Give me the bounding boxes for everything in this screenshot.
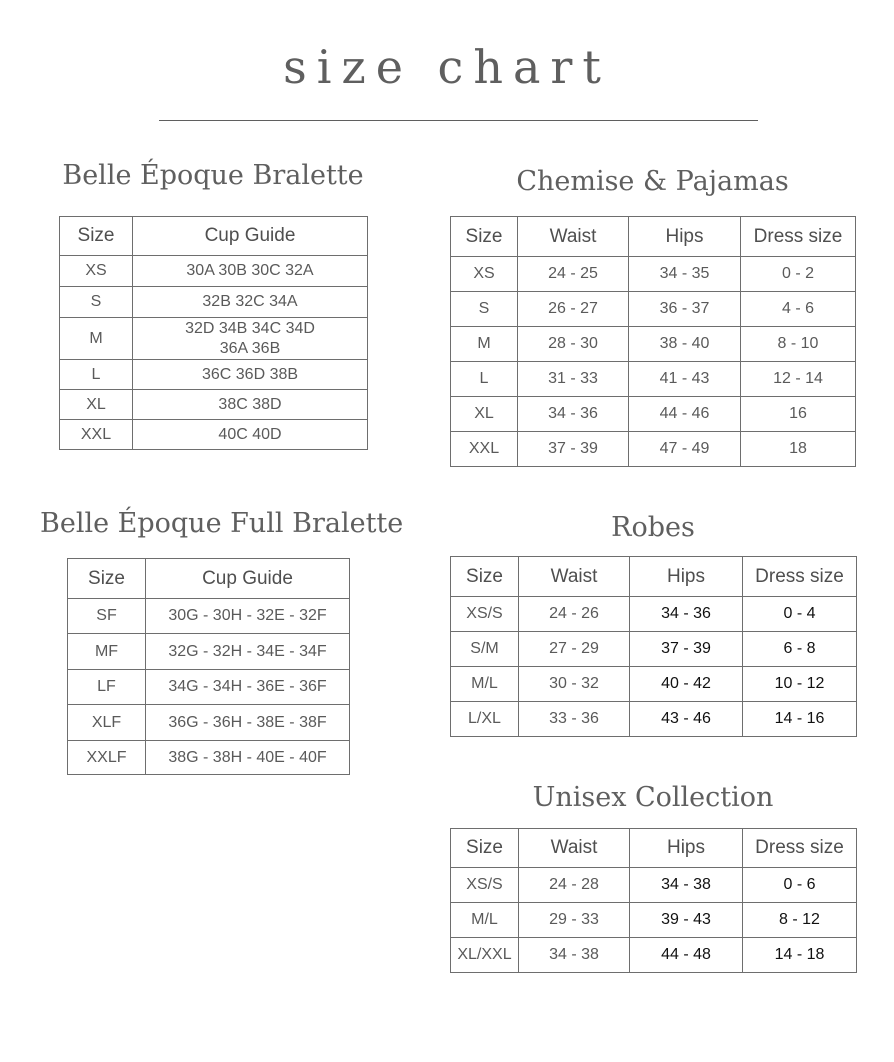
table-row	[60, 318, 368, 360]
column-header-hips: Hips	[630, 557, 743, 597]
table-header-row	[451, 217, 856, 257]
cup-guide-line: 36A 36B	[219, 339, 281, 357]
dress-size-cell: 0 - 6	[743, 868, 857, 903]
cup-guide-line: 36C 36D 38B	[201, 365, 299, 383]
hips-cell: 39 - 43	[630, 903, 743, 938]
table-row	[60, 420, 368, 450]
column-header-cup-guide: Cup Guide	[133, 217, 368, 256]
cup-guide-cell	[133, 420, 368, 450]
bralette-table	[59, 216, 368, 450]
size-cell: M	[60, 318, 133, 360]
size-cell: XS/S	[451, 868, 519, 903]
dress-size-cell: 14 - 18	[743, 938, 857, 973]
cup-guide-cell	[133, 256, 368, 287]
hips-cell: 38 - 40	[629, 327, 741, 362]
size-cell: XS/S	[451, 597, 519, 632]
cup-guide-line: 40C 40D	[218, 425, 282, 443]
size-cell: M/L	[451, 903, 519, 938]
size-cell: M/L	[451, 667, 519, 702]
waist-cell: 27 - 29	[519, 632, 630, 667]
size-cell: L	[451, 362, 518, 397]
table-row	[451, 292, 856, 327]
hips-cell: 37 - 39	[630, 632, 743, 667]
dress-size-cell: 14 - 16	[743, 702, 857, 737]
column-header-dress-size: Dress size	[741, 217, 856, 257]
table-row	[451, 667, 857, 702]
table-row	[60, 287, 368, 318]
dress-size-cell: 0 - 4	[743, 597, 857, 632]
waist-cell: 33 - 36	[519, 702, 630, 737]
waist-cell: 31 - 33	[518, 362, 629, 397]
table-row	[68, 599, 350, 634]
cup-guide-cell	[133, 390, 368, 420]
waist-cell: 24 - 26	[519, 597, 630, 632]
cup-guide-cell: 38G - 38H - 40E - 40F	[146, 741, 350, 775]
table-header-row	[451, 829, 857, 868]
size-cell: XLF	[68, 705, 146, 741]
cup-guide-cell: 30G - 30H - 32E - 32F	[146, 599, 350, 634]
size-cell: SF	[68, 599, 146, 634]
table-row	[68, 705, 350, 741]
cup-guide-cell	[133, 360, 368, 390]
table-row	[60, 390, 368, 420]
table-row	[451, 868, 857, 903]
table-row	[451, 597, 857, 632]
size-cell: XS	[60, 256, 133, 287]
table-row	[451, 938, 857, 973]
hips-cell: 47 - 49	[629, 432, 741, 467]
table-header-row	[68, 559, 350, 599]
column-header-dress-size: Dress size	[743, 557, 857, 597]
size-cell: LF	[68, 670, 146, 705]
size-cell: XL	[451, 397, 518, 432]
table-row	[451, 632, 857, 667]
dress-size-cell: 18	[741, 432, 856, 467]
column-header-size: Size	[451, 557, 519, 597]
dress-size-cell: 0 - 2	[741, 257, 856, 292]
table-header-row	[60, 217, 368, 256]
hips-cell: 43 - 46	[630, 702, 743, 737]
waist-cell: 34 - 36	[518, 397, 629, 432]
dress-size-cell: 4 - 6	[741, 292, 856, 327]
cup-guide-line: 32D 34B 34C 34D	[185, 319, 315, 337]
page-title: size chart	[283, 40, 611, 94]
table-row	[451, 327, 856, 362]
size-cell: L/XL	[451, 702, 519, 737]
cup-guide-line: 30A 30B 30C 32A	[186, 262, 314, 279]
waist-cell: 37 - 39	[518, 432, 629, 467]
column-header-waist: Waist	[518, 217, 629, 257]
size-cell: S	[60, 287, 133, 318]
full-bralette-table	[67, 558, 350, 775]
table-row	[60, 256, 368, 287]
column-header-size: Size	[60, 217, 133, 256]
size-cell: XL	[60, 390, 133, 420]
size-cell: XXL	[60, 420, 133, 450]
hips-cell: 34 - 35	[629, 257, 741, 292]
unisex-title: Unisex Collection	[532, 782, 774, 813]
table-row	[451, 903, 857, 938]
waist-cell: 24 - 25	[518, 257, 629, 292]
waist-cell: 30 - 32	[519, 667, 630, 702]
hips-cell: 44 - 46	[629, 397, 741, 432]
chemise-table	[450, 216, 856, 467]
hips-cell: 36 - 37	[629, 292, 741, 327]
dress-size-cell: 8 - 10	[741, 327, 856, 362]
size-cell: XL/XXL	[451, 938, 519, 973]
size-cell: XXLF	[68, 741, 146, 775]
table-row	[451, 397, 856, 432]
title-divider	[159, 120, 758, 121]
size-cell: S/M	[451, 632, 519, 667]
waist-cell: 28 - 30	[518, 327, 629, 362]
waist-cell: 24 - 28	[519, 868, 630, 903]
column-header-size: Size	[451, 829, 519, 868]
column-header-hips: Hips	[629, 217, 741, 257]
table-row	[451, 432, 856, 467]
table-row	[451, 702, 857, 737]
column-header-cup-guide: Cup Guide	[146, 559, 350, 599]
table-header-row	[451, 557, 857, 597]
waist-cell: 34 - 38	[519, 938, 630, 973]
hips-cell: 34 - 36	[630, 597, 743, 632]
table-row	[68, 634, 350, 670]
cup-guide-cell	[133, 287, 368, 318]
column-header-hips: Hips	[630, 829, 743, 868]
size-cell: MF	[68, 634, 146, 670]
size-cell: L	[60, 360, 133, 390]
table-row	[451, 362, 856, 397]
hips-cell: 40 - 42	[630, 667, 743, 702]
column-header-size: Size	[451, 217, 518, 257]
hips-cell: 34 - 38	[630, 868, 743, 903]
dress-size-cell: 10 - 12	[743, 667, 857, 702]
robes-title: Robes	[611, 512, 695, 543]
dress-size-cell: 12 - 14	[741, 362, 856, 397]
size-cell: S	[451, 292, 518, 327]
waist-cell: 26 - 27	[518, 292, 629, 327]
table-row	[60, 360, 368, 390]
chemise-title: Chemise & Pajamas	[516, 166, 789, 197]
cup-guide-line: 32B 32C 34A	[202, 293, 298, 310]
dress-size-cell: 6 - 8	[743, 632, 857, 667]
column-header-waist: Waist	[519, 557, 630, 597]
size-cell: XXL	[451, 432, 518, 467]
cup-guide-cell	[133, 318, 368, 360]
robes-table	[450, 556, 857, 737]
column-header-dress-size: Dress size	[743, 829, 857, 868]
table-row	[68, 741, 350, 775]
unisex-table	[450, 828, 857, 973]
size-cell: M	[451, 327, 518, 362]
full-bralette-title: Belle Époque Full Bralette	[40, 508, 404, 539]
cup-guide-cell: 36G - 36H - 38E - 38F	[146, 705, 350, 741]
dress-size-cell: 8 - 12	[743, 903, 857, 938]
hips-cell: 44 - 48	[630, 938, 743, 973]
hips-cell: 41 - 43	[629, 362, 741, 397]
dress-size-cell: 16	[741, 397, 856, 432]
table-row	[451, 257, 856, 292]
cup-guide-cell: 32G - 32H - 34E - 34F	[146, 634, 350, 670]
cup-guide-cell: 34G - 34H - 36E - 36F	[146, 670, 350, 705]
cup-guide-line: 38C 38D	[218, 395, 282, 413]
column-header-size: Size	[68, 559, 146, 599]
column-header-waist: Waist	[519, 829, 630, 868]
size-cell: XS	[451, 257, 518, 292]
table-row	[68, 670, 350, 705]
waist-cell: 29 - 33	[519, 903, 630, 938]
bralette-title: Belle Époque Bralette	[62, 160, 364, 191]
